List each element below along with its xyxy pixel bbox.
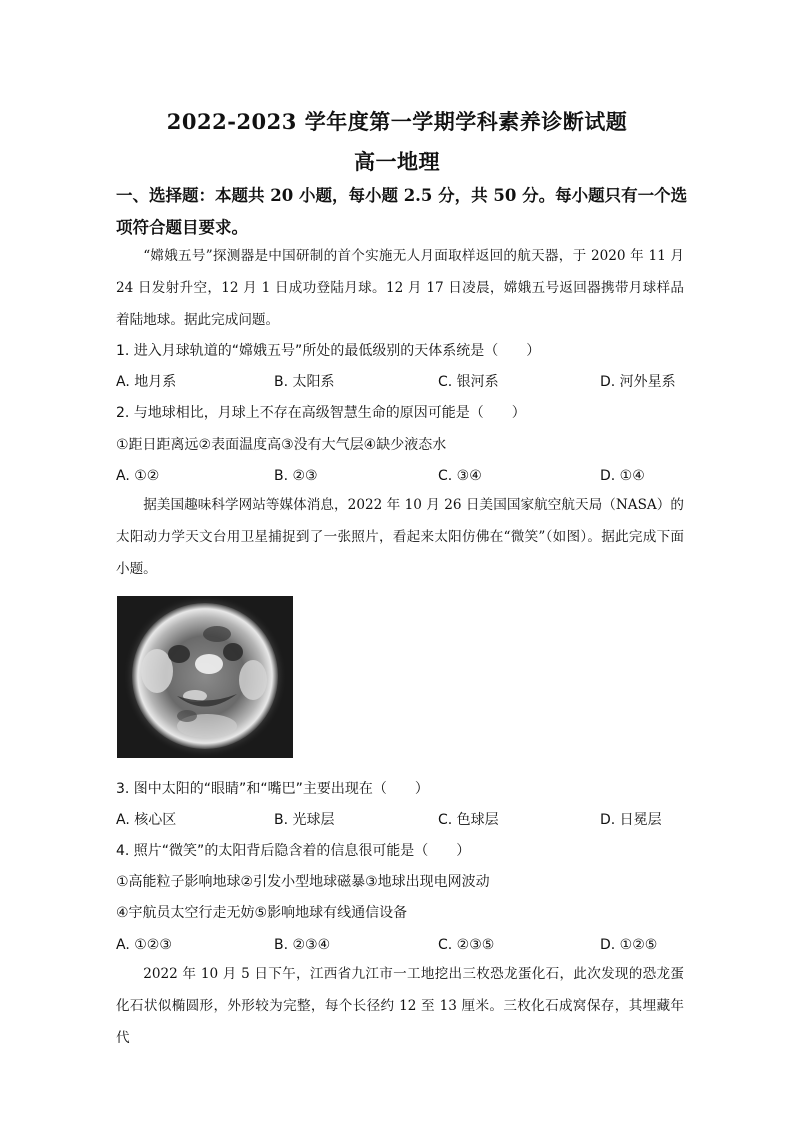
question-3-option-b: B. 光球层 — [274, 812, 335, 828]
question-3-options — [116, 809, 696, 831]
question-1-option-a: A. 地月系 — [116, 374, 177, 390]
passage-chang-e-5: “嫦娥五号”探测器是中国研制的首个实施无人月面取样返回的航天器，于 2020 年 11 月 24 日发射升空，12 月 1 日成功登陆月球。12 月 17 日凌晨，嫦娥五号返回器携带月球样品着陆地球。据此完成问题。 — [116, 248, 684, 328]
question-1-options — [116, 371, 696, 393]
question-1-option-b: B. 太阳系 — [274, 374, 335, 390]
question-3-option-a: A. 核心区 — [116, 812, 177, 828]
question-4-options — [116, 934, 696, 956]
question-3-stem: 3. 图中太阳的“眼睛”和“嘴巴”主要出现在（ ） — [116, 781, 429, 797]
question-4-option-d: D. ①②⑤ — [600, 937, 658, 953]
exam-subject: 高一地理 — [354, 149, 440, 174]
question-2-stem: 2. 与地球相比，月球上不存在高级智慧生命的原因可能是（ ） — [116, 405, 526, 421]
section-heading: 一、选择题：本题共 20 小题，每小题 2.5 分，共 50 分。每小题只有一个选项符合题目要求。 — [116, 186, 688, 237]
sun-photo — [117, 596, 293, 758]
passage-dinosaur-eggs: 2022 年 10 月 5 日下午，江西省九江市一工地挖出三枚恐龙蛋化石，此次发现的恐龙蛋化石状似椭圆形，外形较为完整，每个长径约 12 至 13 厘米。三枚化石成窝保存，其埋藏年代 — [116, 966, 684, 1046]
question-4-option-a: A. ①②③ — [116, 937, 172, 953]
question-2-option-a: A. ①② — [116, 468, 160, 484]
question-2-option-d: D. ①④ — [600, 468, 645, 484]
question-2-statements: ①距日距离远②表面温度高③没有大气层④缺少液态水 — [116, 437, 447, 453]
question-3-option-d: D. 日冕层 — [600, 812, 662, 828]
question-4-stem: 4. 照片“微笑”的太阳背后隐含着的信息很可能是（ ） — [116, 843, 471, 859]
question-1-option-c: C. 银河系 — [438, 374, 499, 390]
question-2-options — [116, 465, 696, 487]
question-4-option-b: B. ②③④ — [274, 937, 331, 953]
question-4-statements-line1: ①高能粒子影响地球②引发小型地球磁暴③地球出现电网波动 — [116, 874, 490, 890]
question-1-option-d: D. 河外星系 — [600, 374, 676, 390]
question-4-option-c: C. ②③⑤ — [438, 937, 495, 953]
exam-title: 2022-2023 学年度第一学期学科素养诊断试题 — [166, 109, 628, 134]
passage-smiling-sun: 据美国趣味科学网站等媒体消息，2022 年 10 月 26 日美国国家航空航天局（NASA）的太阳动力学天文台用卫星捕捉到了一张照片，看起来太阳仿佛在“微笑”（如图）。据此完成下面小题。 — [116, 497, 684, 577]
question-3-option-c: C. 色球层 — [438, 812, 499, 828]
question-1-stem: 1. 进入月球轨道的“嫦娥五号”所处的最低级别的天体系统是（ ） — [116, 343, 541, 359]
question-2-option-b: B. ②③ — [274, 468, 318, 484]
question-2-option-c: C. ③④ — [438, 468, 482, 484]
question-4-statements-line2: ④宇航员太空行走无妨⑤影响地球有线通信设备 — [116, 905, 408, 921]
sun-image — [117, 596, 293, 758]
